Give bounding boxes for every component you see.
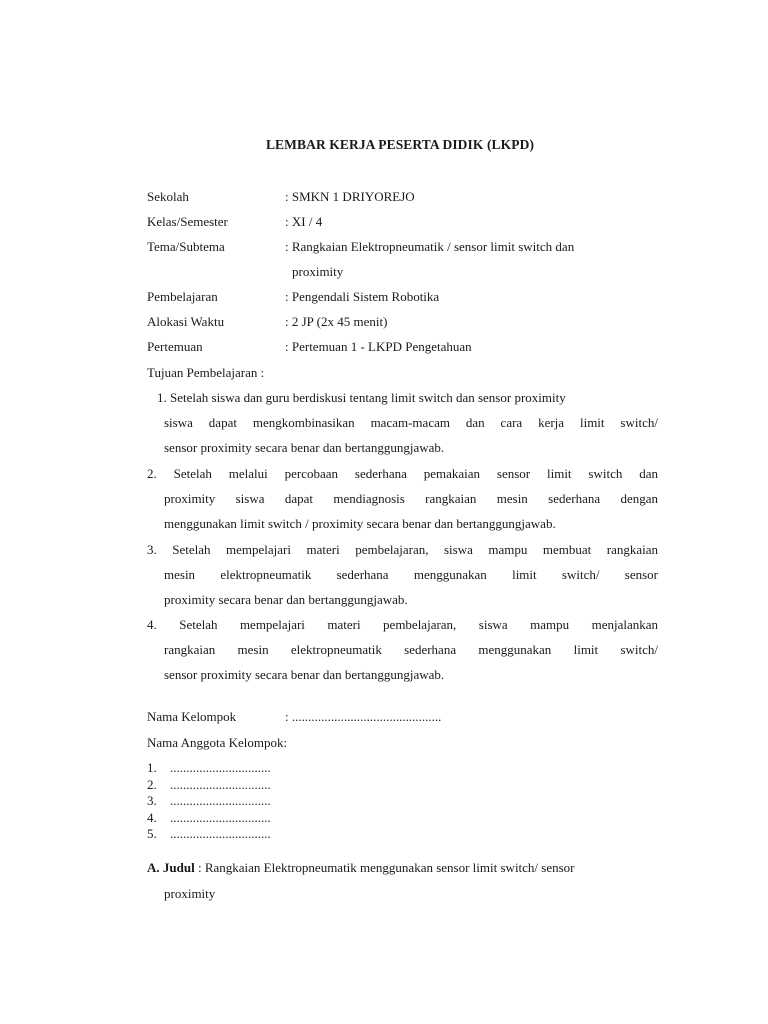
member-blank: ............................... — [170, 777, 271, 792]
info-value-continuation: proximity — [292, 264, 344, 279]
goal-2-line-1: 2. Setelah melalui percobaan sederhana pemakaian sensor limit switch dan — [147, 466, 658, 481]
info-value: : XI / 4 — [285, 214, 323, 229]
info-row-kelas — [147, 212, 667, 232]
member-number: 1. — [147, 760, 157, 775]
info-value: : 2 JP (2x 45 menit) — [285, 314, 388, 329]
member-number: 4. — [147, 810, 157, 825]
goal-4-line-1: 4. Setelah mempelajari materi pembelajaran, siswa mampu menjalankan — [147, 617, 658, 632]
info-row-sekolah — [147, 187, 667, 207]
info-value: : SMKN 1 DRIYOREJO — [285, 189, 415, 204]
member-blank: ............................... — [170, 793, 271, 808]
info-label: Sekolah — [147, 189, 189, 204]
info-value: : Pertemuan 1 - LKPD Pengetahuan — [285, 339, 472, 354]
goal-1-line-3: sensor proximity secara benar dan bertanggungjawab. — [164, 440, 445, 455]
member-number: 3. — [147, 793, 157, 808]
goal-2-line-2: proximity siswa dapat mendiagnosis rangkaian mesin sederhana dengan — [164, 491, 658, 506]
info-value: : Rangkaian Elektropneumatik / sensor limit switch dan — [285, 239, 575, 254]
member-blank: ............................... — [170, 826, 271, 841]
info-row-pembelajaran — [147, 287, 667, 307]
goal-4-line-2: rangkaian mesin elektropneumatik sederhana menggunakan limit switch/ — [164, 642, 658, 657]
info-label: Tema/Subtema — [147, 239, 225, 254]
anggota-row — [147, 733, 667, 753]
info-label: Pertemuan — [147, 339, 203, 354]
info-row-pertemuan — [147, 337, 667, 357]
member-number: 5. — [147, 826, 157, 841]
member-number: 2. — [147, 777, 157, 792]
kelompok-blank: : .............................................. — [285, 709, 442, 724]
info-row-tema — [147, 237, 667, 257]
kelompok-label: Nama Kelompok — [147, 709, 237, 724]
judul-continuation: proximity — [164, 886, 216, 901]
goal-3-line-1: 3. Setelah mempelajari materi pembelajaran, siswa mampu membuat rangkaian — [147, 542, 658, 557]
goal-1-line-1: 1. Setelah siswa dan guru berdiskusi tentang limit switch dan sensor proximity — [157, 390, 566, 405]
info-row-alokasi — [147, 312, 667, 332]
goal-4-line-3: sensor proximity secara benar dan bertanggungjawab. — [164, 667, 445, 682]
goal-3-line-3: proximity secara benar dan bertanggungjawab. — [164, 592, 408, 607]
info-label: Pembelajaran — [147, 289, 218, 304]
document-title: LEMBAR KERJA PESERTA DIDIK (LKPD) — [265, 137, 535, 152]
info-label: Kelas/Semester — [147, 214, 228, 229]
info-label: Alokasi Waktu — [147, 314, 225, 329]
tujuan-heading: Tujuan Pembelajaran : — [147, 365, 265, 380]
member-blank: ............................... — [170, 760, 271, 775]
info-value: : Pengendali Sistem Robotika — [285, 289, 440, 304]
goal-3-line-2: mesin elektropneumatik sederhana menggunakan limit switch/ sensor — [164, 567, 658, 582]
goal-1-line-2: siswa dapat mengkombinasikan macam-macam dan cara kerja limit switch/ — [164, 415, 658, 430]
member-blank: ............................... — [170, 810, 271, 825]
judul-label: A. Judul — [147, 860, 195, 875]
goal-2-line-3: menggunakan limit switch / proximity secara benar dan bertanggungjawab. — [164, 516, 556, 531]
kelompok-row — [147, 707, 667, 727]
section-judul — [147, 858, 575, 878]
judul-text: : Rangkaian Elektropneumatik menggunakan sensor limit switch/ sensor — [194, 860, 575, 875]
anggota-label: Nama Anggota Kelompok: — [147, 735, 288, 750]
